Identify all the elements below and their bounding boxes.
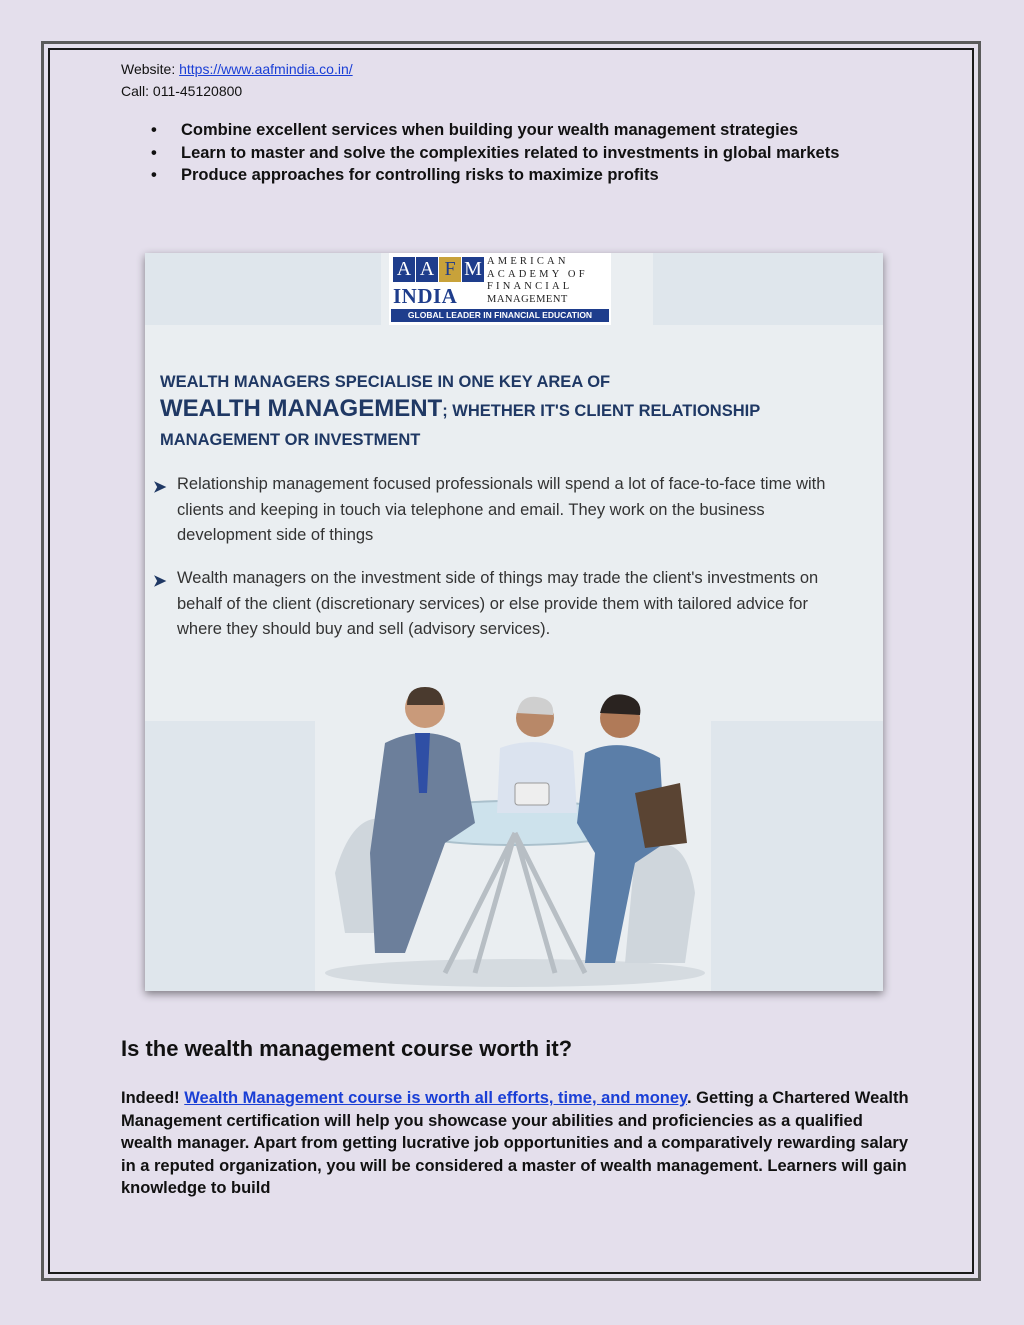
course-link[interactable]: Wealth Management course is worth all efforts, time, and money	[184, 1089, 688, 1107]
logo-letters	[393, 257, 485, 282]
benefit-list	[145, 119, 905, 187]
logo-letter: A	[393, 257, 415, 282]
heading-line-1: WEALTH MANAGERS SPECIALISE IN ONE KEY AREA OF	[160, 373, 611, 391]
floor-shadow	[325, 959, 705, 987]
arrow-icon: ➤	[153, 479, 167, 496]
logo-tagline: GLOBAL LEADER IN FINANCIAL EDUCATION	[391, 309, 609, 322]
list-item: • Produce approaches for controlling risks to maximize profits	[145, 164, 905, 187]
logo-india: INDIA	[393, 284, 458, 308]
logo-letter: F	[439, 257, 461, 282]
logo-words	[487, 256, 607, 306]
section-heading: Is the wealth management course worth it?	[121, 1036, 573, 1061]
aafm-india-logo	[389, 253, 611, 325]
call-line	[121, 80, 353, 102]
phone-number: 011-45120800	[152, 83, 243, 99]
logo-word: ACADEMY OF	[487, 268, 588, 280]
arrow-icon: ➤	[153, 573, 167, 590]
decor-panel	[145, 721, 315, 991]
wealth-manager-infographic	[145, 253, 883, 991]
logo-word: AMERICAN	[487, 256, 569, 267]
website-link[interactable]: https://www.aafmindia.co.in/	[179, 61, 353, 77]
call-label: Call:	[121, 83, 150, 99]
logo-word: FINANCIAL	[487, 281, 573, 292]
heading-line-3: MANAGEMENT OR INVESTMENT	[160, 431, 421, 449]
infographic-heading	[160, 371, 860, 451]
infographic-point	[153, 566, 857, 643]
logo-letter: M	[462, 257, 484, 282]
para-rest: . Getting a Chartered Wealth Management certification will help you showcase your abilities and proficiencies as a qualified wealth manager. Apart from getting lucrative job opportunities and a comparatively rewarding salary in a reputed organization, you will be considered a master of wealth management. Learners will gain knowledge to build	[121, 1089, 909, 1197]
heading-suffix: ; WHETHER IT'S CLIENT RELATIONSHIP	[442, 402, 761, 420]
logo-letter: A	[416, 257, 438, 282]
point-text: Wealth managers on the investment side of things may trade the client's investments on behalf of the client (discretionary services) or else provide them with tailored advice for where they should buy and sell (advisory services).	[177, 569, 819, 638]
contact-block	[121, 58, 353, 102]
tablet	[515, 783, 549, 805]
decor-panel	[145, 253, 381, 325]
business-meeting-photo	[315, 673, 715, 991]
para-lead: Indeed!	[121, 1089, 185, 1107]
list-item: • Combine excellent services when building your wealth management strategies	[145, 119, 905, 142]
website-line	[121, 58, 353, 80]
logo-word: MANAGEMENT	[487, 293, 568, 305]
website-label: Website:	[121, 61, 176, 77]
body-paragraph	[121, 1087, 911, 1200]
table-legs	[445, 833, 585, 973]
decor-panel	[711, 721, 883, 991]
point-text: Relationship management focused professionals will spend a lot of face-to-face time with clients and keeping in touch via telephone and email. They work on the business development side of things	[177, 475, 826, 544]
decor-panel	[653, 253, 883, 325]
heading-line-2	[160, 393, 860, 427]
heading-big: WEALTH MANAGEMENT	[160, 395, 443, 422]
infographic-point	[153, 472, 857, 549]
list-item: • Learn to master and solve the complexities related to investments in global markets	[145, 142, 905, 165]
